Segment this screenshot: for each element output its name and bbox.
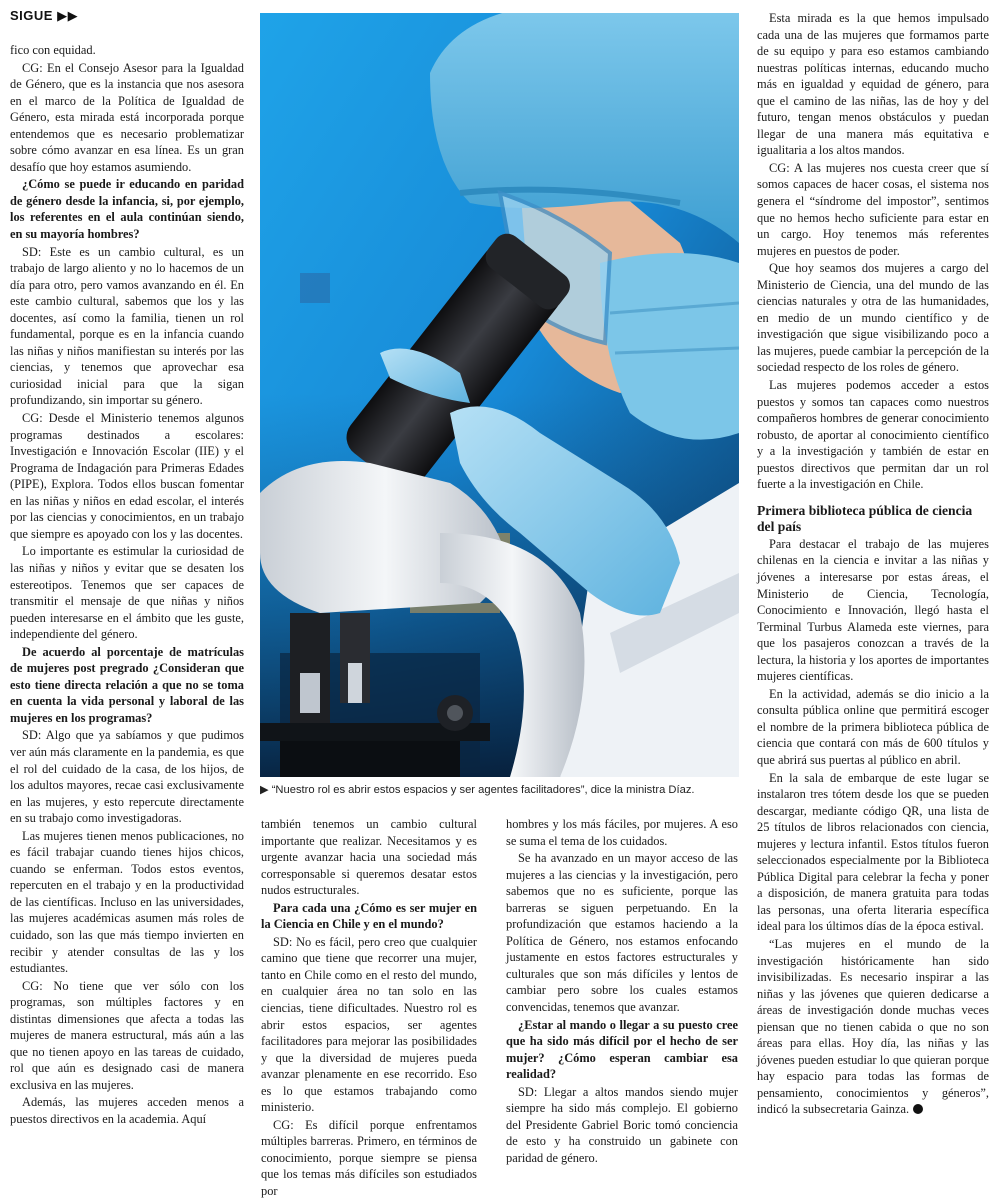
closing-quote: “Las mujeres en el mundo de la investigación históricamente han sido invisibilizadas. Es necesario inspirar a las niñas y las jóvenes que quieren dedicarse a áreas de investigación donde muchas veces piensan que no tienen cabida o que no son áreas para ellas. Hoy día, las niñas y las jóvenes pueden estudiar lo que quieran porque hay espacio para todas las formas de pensamiento, conocimientos y géneros”, indicó la subsecretaria Gainza. xyxy=(757,936,989,1117)
paragraph: CG: No tiene que ver sólo con los programas, son múltiples factores y en distintas dimensiones que afecta a todas las mujeres de manera estructural, más aún a las que no tienen apoyo en las tareas de cuidado, rol que aún es designado casi de manera exclusiva en las mujeres. xyxy=(10,978,244,1092)
photo-caption: ▶ “Nuestro rol es abrir estos espacios y ser agentes facilitadores”, dice la ministra Díaz. xyxy=(260,784,695,796)
article-column-1 xyxy=(10,42,244,1129)
microscope-scientist-image xyxy=(260,13,739,777)
continue-marker: SIGUE ▶▶ xyxy=(10,8,79,23)
paragraph: también tenemos un cambio cultural importante que realizar. Necesitamos y es urgente avanzar hacia una sociedad más corresponsable si queremos desatar estos nudos estructurales. xyxy=(261,817,477,898)
paragraph: Para destacar el trabajo de las mujeres chilenas en la ciencia e invitar a las niñas y jóvenes a interesarse por estas áreas, el Ministerio de Ciencia, Tecnología, Conocimiento e Innovación, llegó hasta el Terminal Turbus Alameda este viernes, para que los pasajeros conozcan a través de la lectura, la historia y los aportes de importantes mujeres científicas. xyxy=(757,536,989,684)
paragraph: En la actividad, además se dio inicio a la consulta pública online que permitirá escoger el nombre de la primera biblioteca pública de ciencia que contará con más de 600 títulos y que abrirá sus puertas al público en abril. xyxy=(757,686,989,767)
paragraph: CG: Desde el Ministerio tenemos algunos programas destinados a escolares: Investigación e Innovación Escolar (IIE) y el Programa de Indagación para Primeras Edades (PIPE), Explora. Todos ellos buscan fomentar en las niñas y niños en edad escolar, el interés por las ciencias y conocimientos, en un trabajo que siempre es apoyado con los y las docentes. xyxy=(10,411,244,541)
article-photo xyxy=(260,13,739,777)
interview-question: De acuerdo al porcentaje de matrículas de mujeres post pregrado ¿Consideran que esto tiene directa relación a que no se toma en cuenta la vida personal y laboral de las mujeres en los programas? xyxy=(10,644,244,725)
paragraph: SD: Llegar a altos mandos siendo mujer siempre ha sido más complejo. El gobierno del Presidente Gabriel Boric tomó conciencia de esto y ha construido un gabinete con paridad de género. xyxy=(506,1084,738,1165)
paragraph: CG: Es difícil porque enfrentamos múltiples barreras. Primero, en términos de conocimiento, porque siempre se piensa que los temas más difíciles son estudiados por xyxy=(261,1117,477,1199)
paragraph: Se ha avanzado en un mayor acceso de las mujeres a las ciencias y la investigación, pero sabemos que no es suficiente, porque las barreras se siguen perpetuando. En la profundización que estamos haciendo a la Política de Género, nos estamos enfocando justamente en estos factores estructurales y culturales que son más difíciles y lentos de cambiar pero sobre los cuales estamos convencidas, tenemos que avanzar. xyxy=(506,851,738,1015)
paragraph: Las mujeres podemos acceder a estos puestos y somos tan capaces como nuestros compañeros hombres de generar conocimiento robusto, de aportar al conocimiento científico y a la investigación y también de estar en puestos directivos que permitan dar un rol fuerte a la investigación en Chile. xyxy=(757,378,989,492)
interview-question: ¿Estar al mando o llegar a su puesto cree que ha sido más difícil por el hecho de ser mujer? ¿Cómo esperan cambiar esa realidad? xyxy=(506,1017,738,1082)
paragraph: SD: No es fácil, pero creo que cualquier camino que tiene que recorrer una mujer, tanto en Chile como en el resto del mundo, en cualquier área no tan solo en las ciencias, tiene dificultades. Nuestro rol es abrir estos espacios, ser agentes facilitadores para mejorar las posibilidades y que la diversidad de mujeres pueda avanzar plenamente en ese recorrido. Eso es lo que estamos trabajando como ministerio. xyxy=(261,934,477,1115)
paragraph: hombres y los más fáciles, por mujeres. A eso se suma el tema de los cuidados. xyxy=(506,817,738,848)
article-column-3 xyxy=(506,816,738,1167)
paragraph-final xyxy=(757,936,989,1118)
paragraph: CG: A las mujeres nos cuesta creer que sí somos capaces de hacer cosas, el sistema nos genera el “síndrome del impostor”, sentimos que no hemos hecho suficiente para estar en un cargo. Hoy tenemos más referentes mujeres en puestos de poder. xyxy=(757,160,989,258)
article-column-2 xyxy=(261,816,477,1201)
paragraph: En la sala de embarque de este lugar se instalaron tres tótem desde los que se pueden descargar, mediante código QR, una lista de 25 títulos de libros relacionados con ciencia, mujeres y lectura infantil. Estos títulos fueron seleccionados especialmente por la Biblioteca Pública Digital para celebrar la fecha y poner a disposición, de manera gratuita para todas las personas, una oferta literaria específica ideal para los últimos días de la época estival. xyxy=(757,770,989,934)
interview-question: ¿Cómo se puede ir educando en paridad de género desde la infancia, si, por ejemplo, los referentes en el aula continúan siendo, en su mayoría hombres? xyxy=(10,177,244,242)
paragraph: Lo importante es estimular la curiosidad de las niñas y niños y evitar que se desaten los estereotipos. Tenemos que ser capaces de transmitir el mensaje de que niñas y niños pueden interesarse en el ámbito que les guste, independiente del género. xyxy=(10,544,244,642)
paragraph: Las mujeres tienen menos publicaciones, no es fácil trabajar cuando tienes hijos chicos, cuando se enferman. Todos estos eventos, repercuten en el trabajo y en la productividad de las científicas. Incluso en las universidades, las mujeres académicas asumen más roles de cuidado, son las que más tiempo invierten en recibir y atender consultas de las y los estudiantes. xyxy=(10,828,244,976)
end-of-article-icon xyxy=(913,1104,923,1114)
paragraph: CG: En el Consejo Asesor para la Igualdad de Género, que es la instancia que nos asesora en el marco de la Política de Igualdad de Género, esta mirada está incorporada porque entendemos que es necesario problematizar sobre cómo avanzar en esa línea. Es un gran desafío que hoy estamos asumiendo. xyxy=(10,60,244,174)
paragraph: fico con equidad. xyxy=(10,43,96,57)
paragraph: Que hoy seamos dos mujeres a cargo del Ministerio de Ciencia, una del mundo de las ciencias naturales y otra de las humanidades, en medio de un mundo científico y de investigación que sigue visibilizando poco a las mujeres, puede cambiar la percepción de la sociedad respecto de los roles de género. xyxy=(757,261,989,375)
paragraph: SD: Este es un cambio cultural, es un trabajo de largo aliento y no lo hacemos de un día para otro, pero vamos avanzando en él. En este cambio cultural, sabemos que los y las docentes, así como la familia, tienen un rol fundamental, porque es en la infancia cuando las niñas y niños manifiestan su interés por las ciencias, y tenemos que aprovechar esa curiosidad inicial para que la sigan profundizando, sin importar su género. xyxy=(10,244,244,408)
interview-question: Para cada una ¿Cómo es ser mujer en la Ciencia en Chile y en el mundo? xyxy=(261,900,477,932)
paragraph: SD: Algo que ya sabíamos y que pudimos ver aún más claramente en la pandemia, es que el rol del cuidado de la casa, de los hijos, de los adultos mayores, recae casi exclusivamente en las mujeres, y esto repercute directamente en su trabajo como investigadoras. xyxy=(10,728,244,826)
paragraph: Esta mirada es la que hemos impulsado cada una de las mujeres que formamos parte de su equipo y para eso estamos cambiando nuestras políticas internas, educando mucho más en igualdad y equidad de género, para que el camino de las niñas, las de hoy y del futuro, tengan menos obstáculos y puedan llegar de una manera más equitativa e igualitaria a los altos mandos. xyxy=(757,11,989,158)
paragraph: Además, las mujeres acceden menos a puestos directivos en la academia. Aquí xyxy=(10,1095,244,1126)
article-column-4 xyxy=(757,10,989,1119)
section-heading: Primera biblioteca pública de ciencia del país xyxy=(757,502,973,535)
